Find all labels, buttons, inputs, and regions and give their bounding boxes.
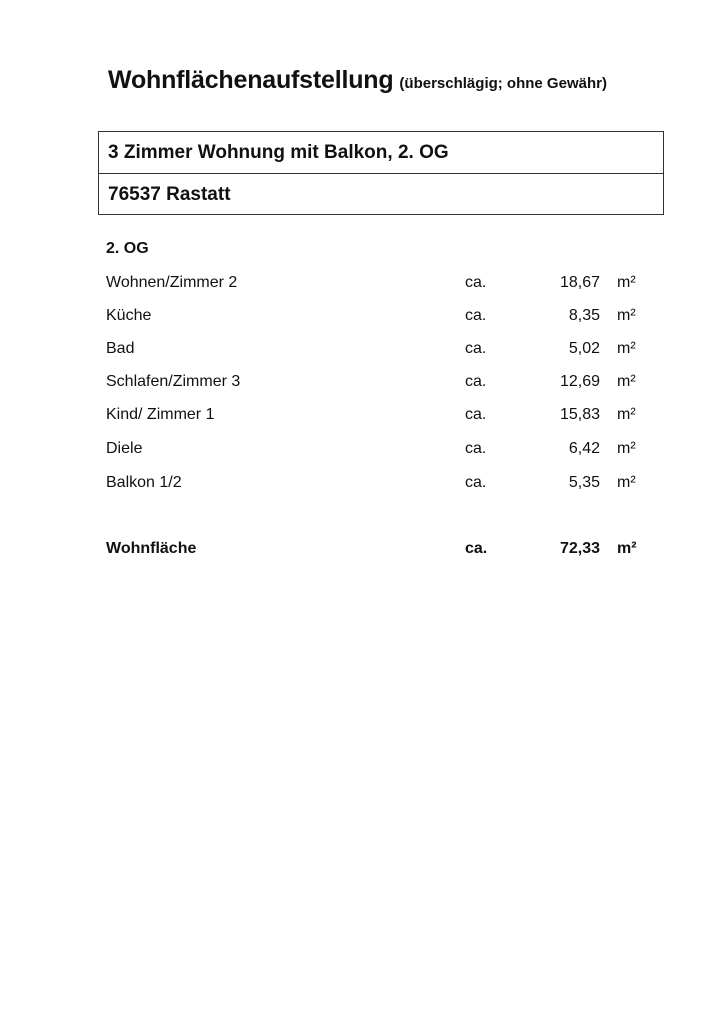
table-row	[0, 440, 724, 462]
area-value: 12,69	[559, 373, 600, 390]
table-row	[0, 274, 724, 296]
area-value: 5,35	[568, 474, 600, 491]
total-row	[0, 540, 724, 562]
approx-prefix: ca.	[465, 474, 487, 491]
document-title	[108, 66, 708, 95]
area-unit: m²	[617, 406, 636, 423]
page-title: Wohnflächenaufstellung	[108, 66, 394, 94]
area-unit: m²	[617, 440, 636, 457]
floor-heading: 2. OG	[106, 240, 149, 257]
approx-prefix: ca.	[465, 307, 487, 324]
approx-prefix: ca.	[465, 340, 487, 357]
approx-prefix: ca.	[465, 373, 487, 390]
table-row	[0, 406, 724, 428]
area-value: 15,83	[559, 406, 600, 423]
location-text: 76537 Rastatt	[108, 184, 231, 205]
room-name: Wohnen/Zimmer 2	[106, 274, 238, 291]
page-subtitle: (überschlägig; ohne Gewähr)	[399, 75, 607, 92]
info-box	[98, 131, 664, 215]
table-row	[0, 340, 724, 362]
area-unit: m²	[617, 540, 637, 557]
area-value: 8,35	[568, 307, 600, 324]
table-row	[0, 373, 724, 395]
approx-prefix: ca.	[465, 440, 487, 457]
room-name: Bad	[106, 340, 135, 357]
area-unit: m²	[617, 340, 636, 357]
total-label: Wohnfläche	[106, 540, 197, 557]
room-name: Kind/ Zimmer 1	[106, 406, 215, 423]
area-value: 18,67	[559, 274, 600, 291]
room-name: Diele	[106, 440, 143, 457]
room-name: Balkon 1/2	[106, 474, 182, 491]
table-row	[0, 474, 724, 496]
approx-prefix: ca.	[465, 540, 488, 557]
area-value: 5,02	[568, 340, 600, 357]
room-name: Schlafen/Zimmer 3	[106, 373, 241, 390]
area-unit: m²	[617, 474, 636, 491]
apartment-description: 3 Zimmer Wohnung mit Balkon, 2. OG	[99, 132, 663, 174]
approx-prefix: ca.	[465, 274, 487, 291]
table-row	[0, 307, 724, 329]
area-unit: m²	[617, 274, 636, 291]
area-unit: m²	[617, 307, 636, 324]
room-name: Küche	[106, 307, 152, 324]
approx-prefix: ca.	[465, 406, 487, 423]
area-unit: m²	[617, 373, 636, 390]
area-value: 6,42	[568, 440, 600, 457]
total-area-value: 72,33	[559, 540, 600, 557]
